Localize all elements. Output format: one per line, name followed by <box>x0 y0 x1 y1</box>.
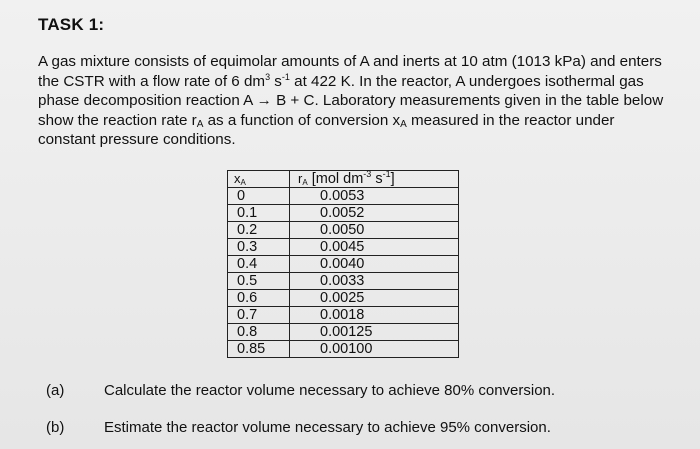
conversion-cell: 0.1 <box>228 205 290 222</box>
statement-line-4 <box>38 111 688 131</box>
statement-line-3 <box>38 91 688 111</box>
problem-statement <box>38 52 688 150</box>
statement-line-1 <box>38 52 688 72</box>
statement-text: show the reaction rate r <box>38 111 197 129</box>
statement-text: the CSTR with a flow rate of 6 dm <box>38 72 266 90</box>
conversion-cell: 0.2 <box>228 222 290 239</box>
task-title: TASK 1: <box>38 15 105 34</box>
rate-cell: 0.0018 <box>290 307 459 324</box>
table-row <box>228 324 459 341</box>
subscript: A <box>196 118 204 130</box>
table-row <box>228 341 459 358</box>
conversion-cell: 0 <box>228 188 290 205</box>
conversion-cell: 0.4 <box>228 256 290 273</box>
table-row <box>228 307 459 324</box>
rate-cell: 0.0050 <box>290 222 459 239</box>
unit-text: ] <box>390 171 395 187</box>
superscript: -3 <box>363 169 372 179</box>
question-text: Calculate the reactor volume necessary to achieve 80% conversion. <box>104 382 556 399</box>
rate-cell: 0.0052 <box>290 205 459 222</box>
question-label: (a) <box>46 382 65 399</box>
symbol: x <box>234 171 241 186</box>
conversion-cell: 0.7 <box>228 307 290 324</box>
table-row <box>228 256 459 273</box>
conversion-cell: 0.6 <box>228 290 290 307</box>
rate-cell: 0.00100 <box>290 341 459 358</box>
superscript: -1 <box>382 169 391 179</box>
table-row <box>228 273 459 290</box>
rate-cell: 0.0053 <box>290 188 459 205</box>
conversion-cell: 0.85 <box>228 341 290 358</box>
statement-line-2 <box>38 72 688 92</box>
unit-text: s <box>371 171 383 187</box>
table-row <box>228 239 459 256</box>
question-text: Estimate the reactor volume necessary to achieve 95% conversion. <box>104 419 551 436</box>
table-row <box>228 205 459 222</box>
rate-cell: 0.0045 <box>290 239 459 256</box>
statement-text: phase decomposition reaction A → B + C. Laboratory measurements given in the table below <box>38 92 664 109</box>
column-header-rate <box>290 171 459 188</box>
superscript: 3 <box>265 71 271 82</box>
statement-line-5 <box>38 130 688 150</box>
subscript: A <box>400 118 407 130</box>
rate-conversion-table <box>227 170 459 358</box>
conversion-cell: 0.3 <box>228 239 290 256</box>
conversion-cell: 0.5 <box>228 273 290 290</box>
symbol: r <box>298 171 303 186</box>
rate-cell: 0.0033 <box>290 273 459 290</box>
conversion-cell: 0.8 <box>228 324 290 341</box>
rate-cell: 0.00125 <box>290 324 459 341</box>
table-row <box>228 222 459 239</box>
statement-text: measured in the reactor under <box>406 111 615 129</box>
question-b <box>46 419 551 436</box>
unit-text: [mol dm <box>307 171 364 187</box>
statement-text: A gas mixture consists of equimolar amounts of A and inerts at 10 atm (1013 kPa) and enters <box>38 53 662 70</box>
subscript: A <box>240 178 246 187</box>
table-row <box>228 188 459 205</box>
statement-text: constant pressure conditions. <box>38 131 236 148</box>
subscript: A <box>302 178 308 187</box>
statement-text: as a function of conversion x <box>203 111 401 129</box>
statement-text: at 422 K. In the reactor, A undergoes isothermal gas <box>289 72 644 90</box>
column-header-conversion <box>228 171 290 188</box>
table-header-row <box>228 171 459 188</box>
rate-cell: 0.0040 <box>290 256 459 273</box>
statement-text: s <box>270 72 282 90</box>
superscript: -1 <box>281 71 290 82</box>
question-a <box>46 382 555 399</box>
question-label: (b) <box>46 419 65 436</box>
table-row <box>228 290 459 307</box>
rate-cell: 0.0025 <box>290 290 459 307</box>
